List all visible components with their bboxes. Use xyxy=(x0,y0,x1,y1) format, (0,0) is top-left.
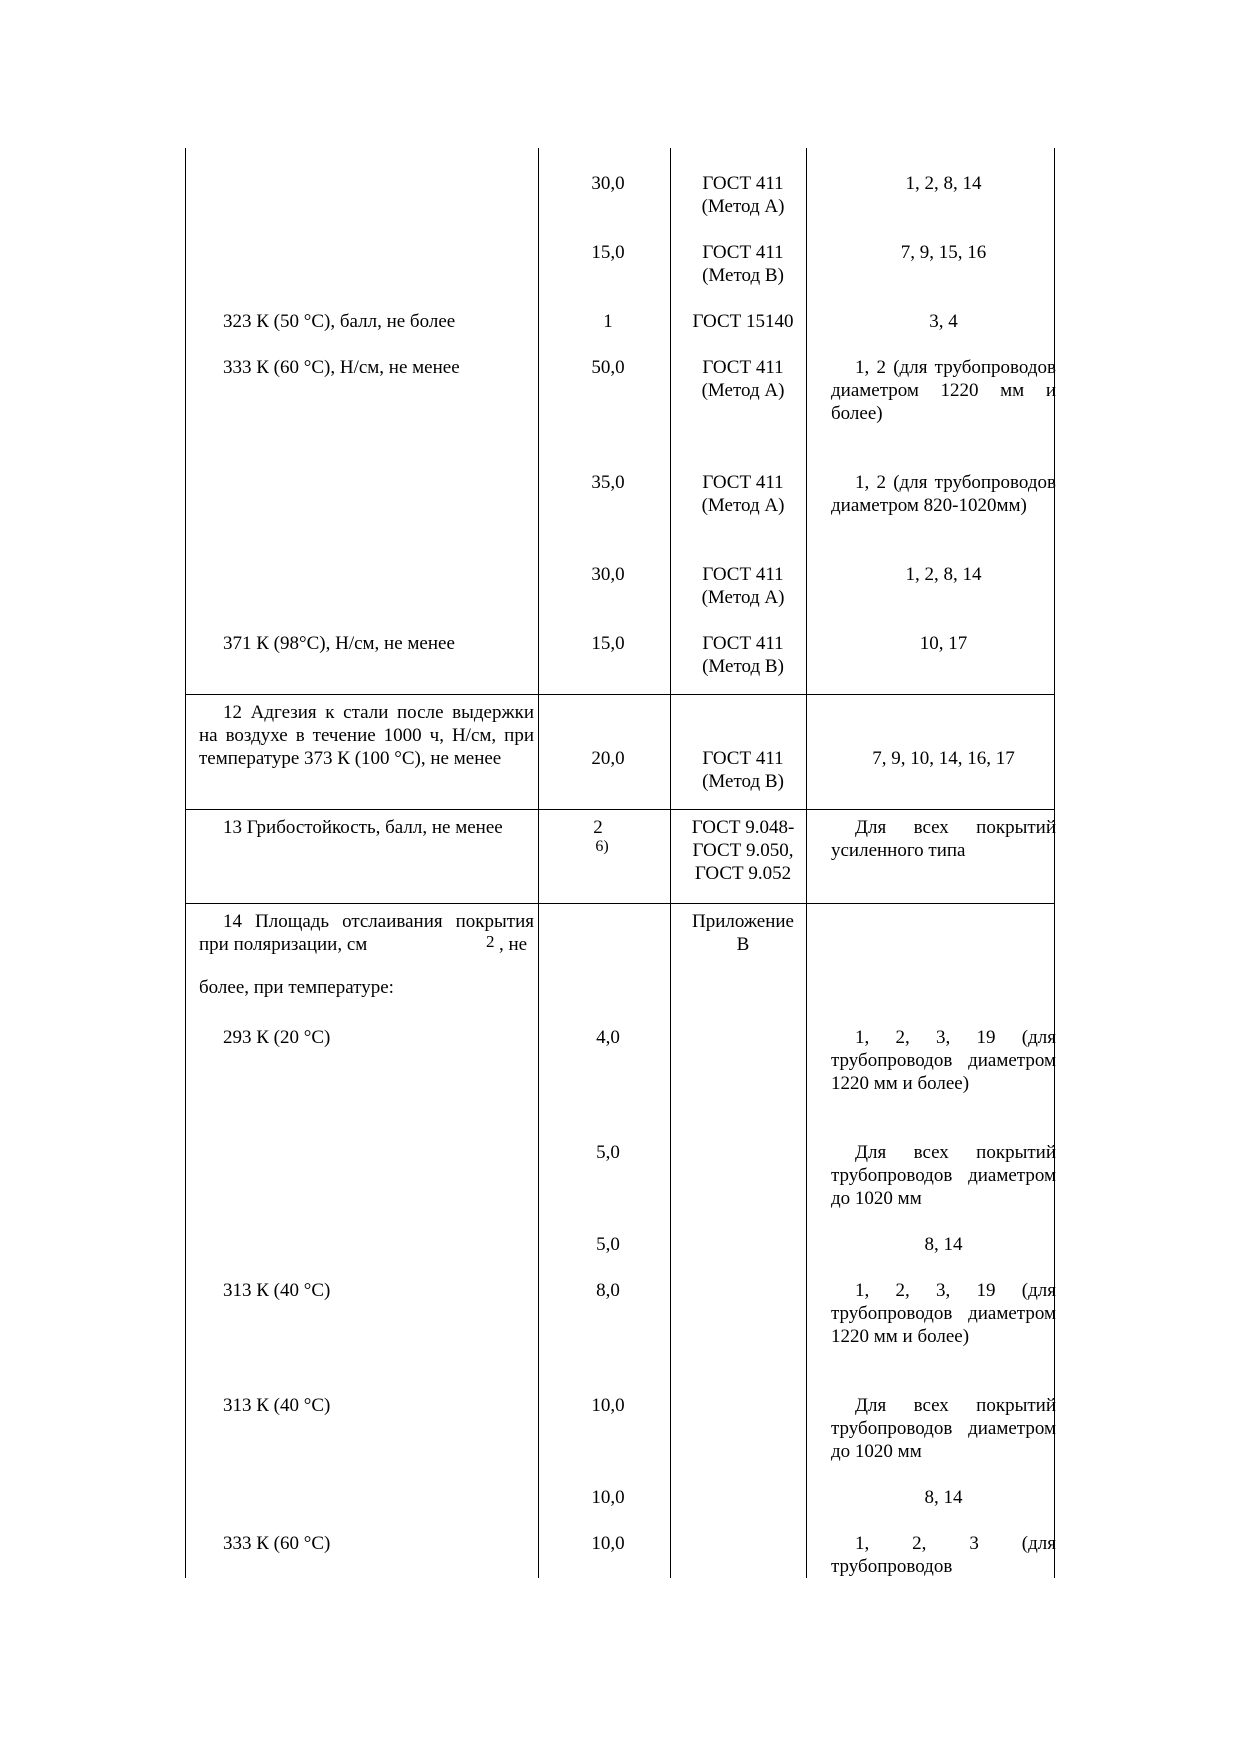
method-line: В xyxy=(736,934,750,955)
table-cell-value xyxy=(543,816,673,862)
table-cell-value: 50,0 xyxy=(591,357,625,378)
table-cell-method xyxy=(673,471,813,517)
table-frame xyxy=(185,148,1065,1578)
label-tail: , не xyxy=(499,934,528,955)
table-cell-value: 15,0 xyxy=(591,633,625,654)
table-cell-applies: 10, 17 xyxy=(919,633,968,654)
table-cell-label: 293 К (20 °С) xyxy=(223,1027,331,1048)
table-cell-value: 4,0 xyxy=(596,1027,620,1048)
table-cell-applies: 1, 2, 3, 19 (для трубопроводов диаметром 1220 мм и более) xyxy=(831,1280,1056,1347)
table-cell-applies: Для всех покрытий трубопроводов диаметром до 1020 мм xyxy=(831,1395,1056,1462)
table-cell-label: 323 К (50 °С), балл, не более xyxy=(223,311,456,332)
table-cell-value: 10,0 xyxy=(591,1533,625,1554)
table-cell-label: 333 К (60 °С), Н/см, не менее xyxy=(223,357,460,378)
table-cell-value: 10,0 xyxy=(591,1487,625,1508)
table-cell-applies: 7, 9, 10, 14, 16, 17 xyxy=(872,748,1015,769)
method-line: (Метод В) xyxy=(702,265,784,286)
table-cell-label: 313 К (40 °С) xyxy=(223,1395,331,1416)
table-cell-applies: 1, 2, 8, 14 xyxy=(905,564,982,585)
table-cell-value: 15,0 xyxy=(591,242,625,263)
label-line: более, при температуре: xyxy=(199,977,394,998)
table-cell-applies: 7, 9, 15, 16 xyxy=(900,242,987,263)
table-cell-applies: 1, 2, 8, 14 xyxy=(905,173,982,194)
method-line: ГОСТ 9.048- xyxy=(691,817,795,838)
table-cell-method xyxy=(673,241,813,287)
table-cell-label xyxy=(199,910,534,999)
table-cell-label: 13 Грибостойкость, балл, не менее xyxy=(223,817,503,838)
method-line: ГОСТ 411 xyxy=(702,357,784,378)
method-line: ГОСТ 9.052 xyxy=(694,863,792,884)
method-line: ГОСТ 9.050, xyxy=(692,840,794,861)
value-number: 2 xyxy=(593,817,603,838)
table-cell-value: 5,0 xyxy=(596,1234,620,1255)
method-line: (Метод А) xyxy=(701,196,785,217)
table-cell-value: 30,0 xyxy=(591,173,625,194)
table-cell-method xyxy=(673,747,813,793)
table-cell-label: 12 Адгезия к стали после выдержки на воздухе в течение 1000 ч, Н/см, при температуре 373 К (100 °С), не менее xyxy=(199,702,534,769)
table-cell-label: 313 К (40 °С) xyxy=(223,1280,331,1301)
method-line: (Метод В) xyxy=(702,771,784,792)
method-line: ГОСТ 411 xyxy=(702,748,784,769)
table-cell-applies: 1, 2 (для трубопроводов диаметром 820-1020мм) xyxy=(831,472,1056,516)
method-line: (Метод В) xyxy=(702,656,784,677)
method-line: ГОСТ 411 xyxy=(702,472,784,493)
table-cell-method xyxy=(673,632,813,678)
table-cell-value: 35,0 xyxy=(591,472,625,493)
table-cell-method xyxy=(673,563,813,609)
row-border xyxy=(185,809,1055,810)
table-cell-applies: 8, 14 xyxy=(924,1487,963,1508)
table-cell-value: 30,0 xyxy=(591,564,625,585)
table-cell-label: 333 К (60 °С) xyxy=(223,1533,331,1554)
table-cell-applies: Для всех покрытий усиленного типа xyxy=(831,817,1056,861)
row-border xyxy=(185,903,1055,904)
method-line: Приложение xyxy=(692,911,794,932)
table-cell-applies: 3, 4 xyxy=(929,311,958,332)
method-line: (Метод А) xyxy=(701,380,785,401)
table-cell-method xyxy=(673,310,813,333)
label-superscript: 2 xyxy=(486,932,495,951)
column-border-left xyxy=(185,148,186,1578)
table-cell-method xyxy=(673,172,813,218)
table-cell-applies: 1, 2, 3, 19 (для трубопроводов диаметром 1220 мм и более) xyxy=(831,1027,1056,1094)
table-cell-method xyxy=(673,910,813,956)
table-cell-applies: Для всех покрытий трубопроводов диаметром до 1020 мм xyxy=(831,1142,1056,1209)
row-border xyxy=(185,694,1055,695)
method-line: ГОСТ 411 xyxy=(702,633,784,654)
table-cell-method xyxy=(673,356,813,402)
table-cell-value: 1 xyxy=(603,311,613,332)
method-line: ГОСТ 411 xyxy=(702,242,784,263)
table-cell-value: 20,0 xyxy=(591,748,625,769)
label-line: 14 Площадь отслаивания покрытия при поляризации, см xyxy=(199,911,534,955)
table-cell-value: 10,0 xyxy=(591,1395,625,1416)
table-cell-value: 5,0 xyxy=(596,1142,620,1163)
table-cell-applies: 1, 2, 3 (для трубопроводов xyxy=(831,1533,1056,1577)
table-cell-applies: 8, 14 xyxy=(924,1234,963,1255)
method-line: (Метод А) xyxy=(701,495,785,516)
method-line: ГОСТ 411 xyxy=(702,173,784,194)
table-cell-value: 8,0 xyxy=(596,1280,620,1301)
method-line: ГОСТ 15140 xyxy=(692,311,794,332)
value-footnote: 6) xyxy=(595,838,609,855)
method-line: ГОСТ 411 xyxy=(702,564,784,585)
method-line: (Метод А) xyxy=(701,587,785,608)
table-cell-method xyxy=(673,816,813,885)
table-cell-applies: 1, 2 (для трубопроводов диаметром 1220 мм и более) xyxy=(831,357,1056,424)
table-cell-label: 371 К (98°С), Н/см, не менее xyxy=(223,633,455,654)
